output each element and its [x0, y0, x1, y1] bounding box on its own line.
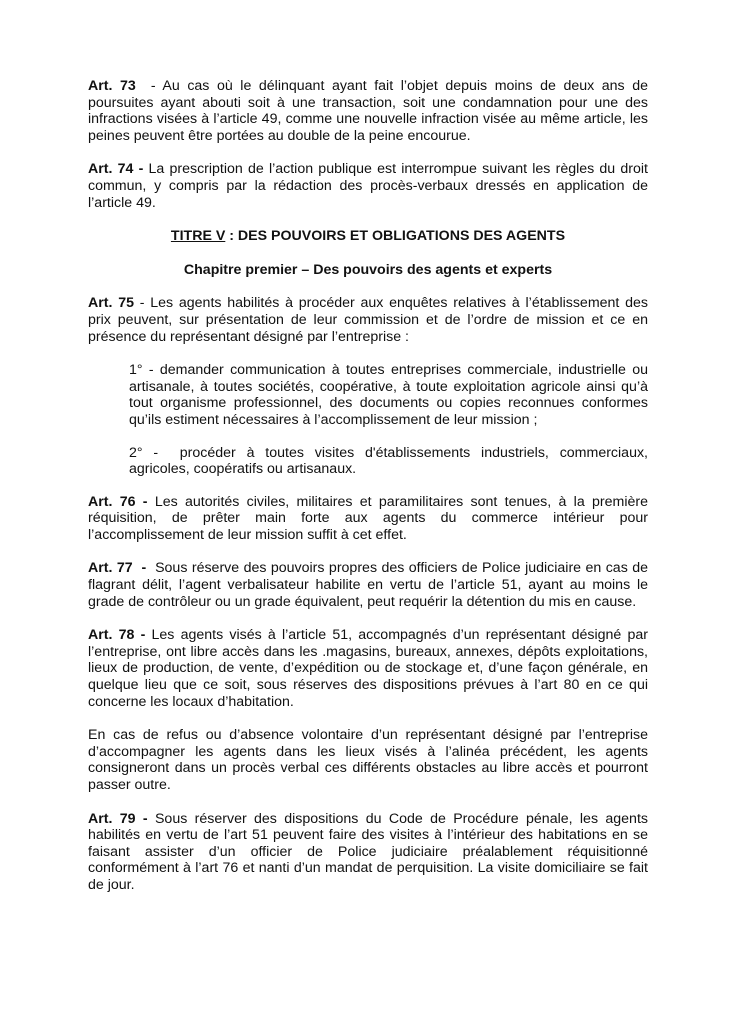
article-79-text: Sous réserver des dispositions du Code de Procédure pénale, les agents habilités en vertu de l’art 51 peuvent faire des visites à l’intérieur des habitations en se faisant assister d’un officier de Police judiciaire préalablement réquisitionné conformément à l’art 76 et nanti d’un mandat de perquisition. La visite domiciliaire se fait de jour. — [88, 810, 648, 893]
article-78-paragraph-2: En cas de refus ou d’absence volontaire d’un représentant désigné par l’entreprise d’accompagner les agents dans les lieux visés à l’alinéa précédent, les agents consigneront dans un procès verbal ces différents obstacles au libre accès et pourront passer outre. — [88, 727, 648, 793]
article-78-text: Les agents visés à l’article 51, accompagnés d’un représentant désigné par l’entreprise, ont libre accès dans les .magasins, bureaux, annexes, dépôts exploitations, lieux de production, de vente, d’expédition ou de stockage et, d’une façon générale, en quelque lieu que ce soit, sous réserves des dispositions prévues à l’art 80 en ce qui concerne les locaux d’habitation. — [88, 627, 648, 710]
article-75-text: Les agents habilités à procéder aux enquêtes relatives à l’établissement des prix peuvent, sur présentation de leur commission et de l’ordre de mission et ce en présence du représentant désigné par l’entreprise : — [88, 295, 649, 345]
article-75 — [88, 295, 648, 345]
article-75-item-2: 2° - procéder à toutes visites d'établissements industriels, commerciaux, agricoles, coopératifs ou artisanaux. — [129, 444, 652, 478]
article-76-text: Les autorités civiles, militaires et paramilitaires sont tenues, à la première réquisition, de prêter main forte aux agents du commerce intérieur pour l’accomplissement de leur mission suffit à cet effet. — [88, 493, 648, 543]
article-79-number: Art. 79 - — [88, 810, 148, 827]
article-74-text: La prescription de l’action publique est interrompue suivant les règles du droit commun, y compris par la rédaction des procès-verbaux dressés en application de l’article 49. — [88, 161, 648, 211]
article-73-separator: - — [135, 78, 163, 94]
article-79-separator — [148, 811, 155, 827]
article-76 — [88, 494, 648, 544]
document-page — [88, 78, 652, 911]
article-76-number: Art. 76 - — [88, 493, 148, 510]
article-77-separator — [146, 560, 155, 576]
article-76-separator — [148, 494, 155, 510]
article-77-text: Sous réserve des pouvoirs propres des officiers de Police judiciaire en cas de flagrant délit, l’agent verbalisateur habilite en vertu de l’article 51, ayant au moins le grade de contrôleur ou un grade équivalent, peut requérir la détention du mis en cause. — [88, 560, 648, 610]
titre-heading — [88, 228, 648, 245]
article-74 — [88, 161, 648, 211]
article-73-text: Au cas où le délinquant ayant fait l’objet depuis moins de deux ans de poursuites ayant abouti soit à une transaction, soit une condamnation pour une des infractions visées à l’article 49, comme une nouvelle infraction visée au même article, les peines peuvent être portées au double de la peine encourue. — [88, 78, 648, 144]
article-77-number: Art. 77 - — [88, 560, 147, 577]
titre-text: : DES POUVOIRS ET OBLIGATIONS DES AGENTS — [225, 228, 566, 245]
article-73 — [88, 78, 648, 144]
article-79 — [88, 811, 648, 894]
titre-label: TITRE V — [170, 228, 226, 245]
article-73-number: Art. 73 — [88, 78, 136, 94]
article-77 — [88, 560, 648, 610]
article-78-number: Art. 78 - — [88, 627, 146, 644]
chapitre-heading: Chapitre premier – Des pouvoirs des agents et experts — [183, 261, 553, 278]
article-75-item-1: 1° - demander communication à toutes entreprises commerciale, industrielle ou artisanale, à toutes sociétés, coopérative, à toute exploitation agricole ainsi qu’à tout organisme professionnel, des documents ou copies reconnues conformes qu’ils estiment nécessaires à l’accomplissement de leur mission ; — [129, 362, 648, 428]
article-75-number: Art. 75 — [88, 295, 134, 312]
article-78 — [88, 627, 648, 710]
article-74-number: Art. 74 - — [88, 161, 144, 178]
article-75-separator: - — [133, 295, 151, 312]
